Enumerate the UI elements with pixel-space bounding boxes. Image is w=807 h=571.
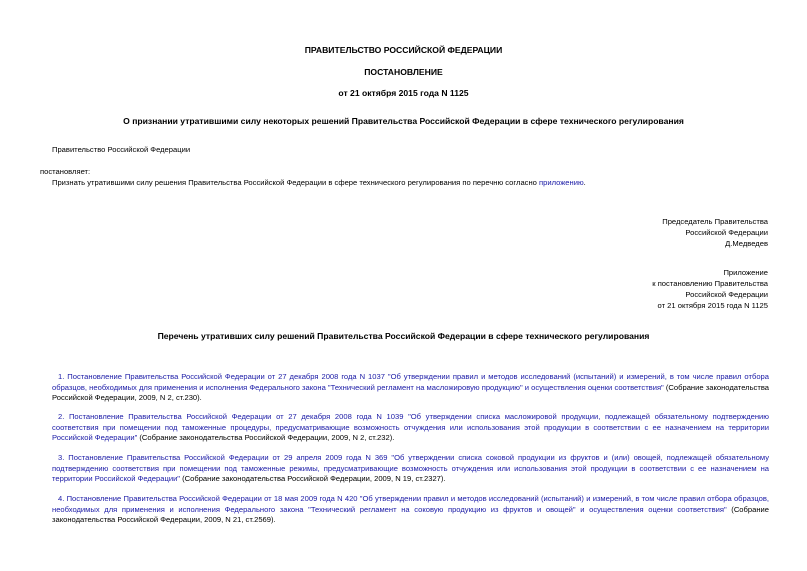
list-item-3 [52,453,769,485]
signature-line-3: Д.Медведев [725,239,768,248]
list-item-1-link[interactable]: 1. Постановление Правительства Российской Федерации от 27 декабря 2008 года N 1037 "Об утверждении правил и методов исследований (испытаний) и измерений, в том числе правил отбора образцов, необходимых для применения и исполнения Федерального закона "Технический регламент на масложировую продукцию" и осуществления оценки соответствия" [52,372,769,392]
list-item-1-source: (Собрание законодательства Российской Федерации, 2009, N 2, ст.230). [52,382,770,402]
list-item-4-source: (Собрание законодательства Российской Федерации, 2009, N 21, ст.2569). [52,504,769,524]
list-item-3-source: (Собрание законодательства Российской Федерации, 2009, N 19, ст.2327). [180,474,446,483]
document-title: О признании утратившими силу некоторых решений Правительства Российской Федерации в сфере технического регулирования [123,116,684,126]
appendix-line-3: Российской Федерации [685,290,768,299]
list-item-3-link[interactable]: 3. Постановление Правительства Российской Федерации от 29 апреля 2009 года N 369 "Об утверждении списка соковой продукции из фруктов и (или) овощей, подлежащей обязательному подтверждению соответствия при помещении под таможенные режимы, предусматривающие возможность отчуждения или использования этой продукции в соответствии с ее назначением на территории Российской Федерации" [52,453,769,483]
document-type: ПОСТАНОВЛЕНИЕ [364,67,443,77]
decree-word: постановляет: [40,167,91,176]
list-item-2-source: (Собрание законодательства Российской Федерации, 2009, N 2, ст.232). [137,433,395,442]
appendix-link[interactable]: приложению [539,178,584,187]
list-item-2 [52,412,769,444]
action-text: Признать утратившими силу решения Правительства Российской Федерации в сфере технического регулирования по перечню согласно [52,178,539,187]
appendix-line-4: от 21 октября 2015 года N 1125 [657,301,768,310]
list-item-1 [52,372,769,404]
list-item-2-link[interactable]: 2. Постановление Правительства Российской Федерации от 27 декабря 2008 года N 1039 "Об утверждении списка масложировой продукции, подлежащей обязательному подтверждению соответствия при помещении под таможенные процедуры, предусматривающие возможность отчуждения или использования этой продукции в соответствии с ее назначением на территории Российской Федерации" [52,412,769,442]
appendix-line-2: к постановлению Правительства [652,279,768,288]
document-date-number: от 21 октября 2015 года N 1125 [338,88,469,98]
signature-line-1: Председатель Правительства [662,217,768,226]
signature-line-2: Российской Федерации [685,228,768,237]
issuer-text: Правительство Российской Федерации [52,145,191,154]
list-title: Перечень утративших силу решений Правительства Российской Федерации в сфере технического регулирования [157,331,650,341]
appendix-line-1: Приложение [723,268,768,277]
document-authority: ПРАВИТЕЛЬСТВО РОССИЙСКОЙ ФЕДЕРАЦИИ [304,45,503,55]
action-end: . [583,178,586,187]
list-item-4-link[interactable]: 4. Постановление Правительства Российской Федерации от 18 мая 2009 года N 420 "Об утверждении правил и методов исследований (испытаний) и измерений, в том числе правил отбора образцов, необходимых для применения и исполнения Федерального закона "Технический регламент на соковую продукцию из фруктов и овощей" и осуществления оценки соответствия" [52,494,769,514]
action-paragraph [52,178,772,189]
list-item-4 [52,494,769,526]
